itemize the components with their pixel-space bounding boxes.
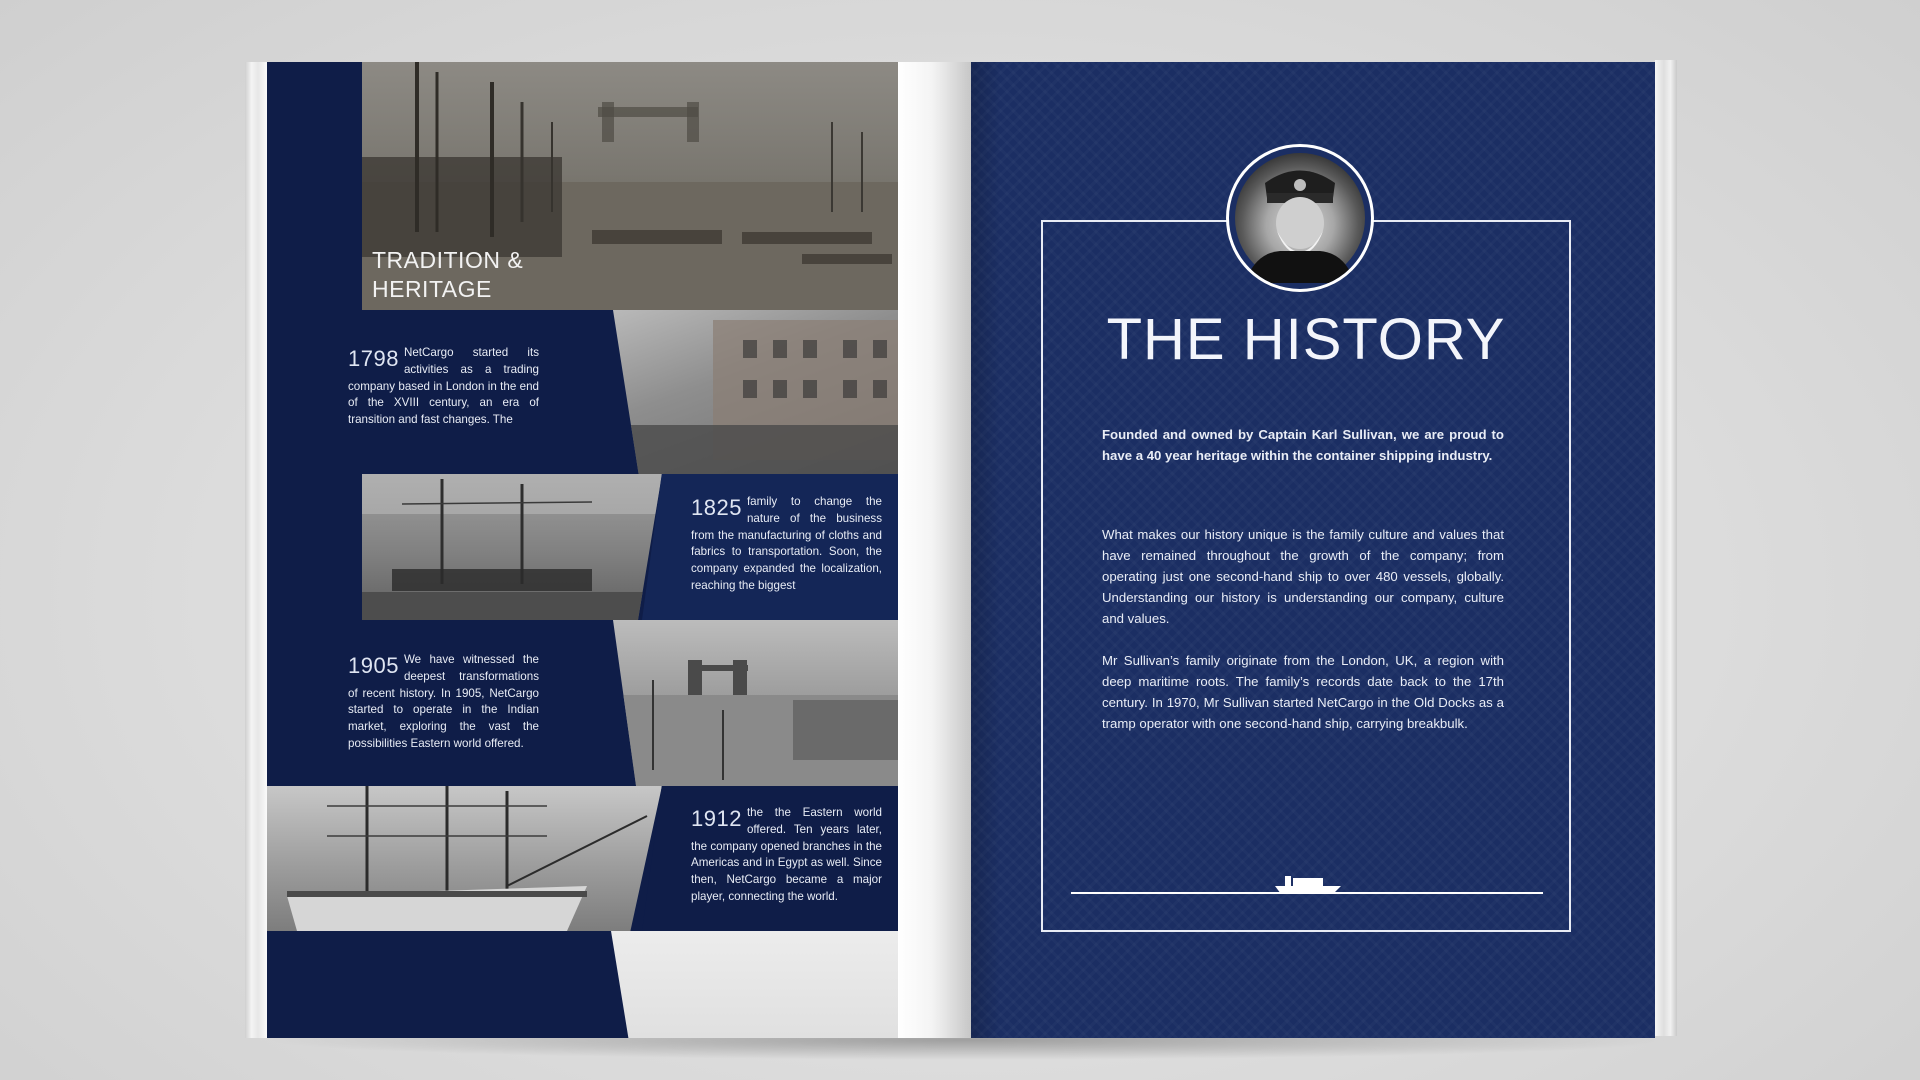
heading-line-2: HERITAGE <box>372 276 492 302</box>
timeline-year: 1905 <box>348 653 399 678</box>
section-heading <box>372 246 523 304</box>
body-paragraph-2: Mr Sullivan’s family originate from the London, UK, a region with deep maritime roots. The family’s records date back to the 17th century. In 1970, Mr Sullivan started NetCargo in the Old Docks as a tramp operator with one second-hand ship, carrying breakbulk. <box>1102 653 1504 731</box>
bottom-white-panel <box>611 931 901 1038</box>
timeline-text: the the Eastern world offered. Ten years later, the company opened branches in the Americas and in Egypt as well. Since then, NetCargo became a major player, connecting the world. <box>691 806 882 903</box>
timeline-year: 1825 <box>691 495 742 520</box>
tower-bridge-river-photo <box>613 620 901 786</box>
heading-line-1: TRADITION & <box>372 247 524 273</box>
lead-paragraph: Founded and owned by Captain Karl Sullivan, we are proud to have a 40 year heritage within the container shipping industry. <box>1102 427 1504 463</box>
body-paragraph-1: What makes our history unique is the family culture and values that have remained throughout the growth of the company; from operating just one second-hand ship to over 480 vessels, globally. Understanding our history is understanding our company, culture and values. <box>1102 527 1504 626</box>
page-title: THE HISTORY <box>1106 307 1506 372</box>
sailing-ship-photo <box>267 786 662 931</box>
portrait-image <box>1235 153 1365 283</box>
right-gutter-shadow <box>971 62 1001 1038</box>
timeline-text: We have witnessed the deepest transformations of recent history. In 1905, NetCargo started to operate in the Indian market, exploring the vast the possibilities Eastern world offered. <box>348 653 539 750</box>
timeline-entry <box>348 652 539 753</box>
cargo-ship-icon <box>1275 874 1341 901</box>
captain-portrait <box>1226 144 1374 292</box>
open-brochure <box>245 58 1677 1038</box>
right-page <box>971 62 1655 1038</box>
timeline-entry <box>691 494 882 595</box>
tall-ship-dock-photo <box>362 474 662 620</box>
timeline-entry <box>691 805 882 906</box>
left-page-edges <box>245 62 267 1038</box>
left-page <box>267 62 971 1038</box>
warehouse-street-photo <box>613 310 901 476</box>
timeline-text: family to change the nature of the business from the manufacturing of cloths and fabrics to transportation. Soon, the company expanded the localization, reaching the biggest <box>691 495 882 592</box>
timeline-year: 1798 <box>348 346 399 371</box>
gutter-shadow <box>931 62 971 1038</box>
timeline-year: 1912 <box>691 806 742 831</box>
timeline-entry <box>348 345 539 429</box>
timeline-text: NetCargo started its activities as a trading company based in London in the end of the XVIII century, an era of transition and fast changes. The <box>348 346 539 427</box>
right-page-edges <box>1655 60 1677 1036</box>
